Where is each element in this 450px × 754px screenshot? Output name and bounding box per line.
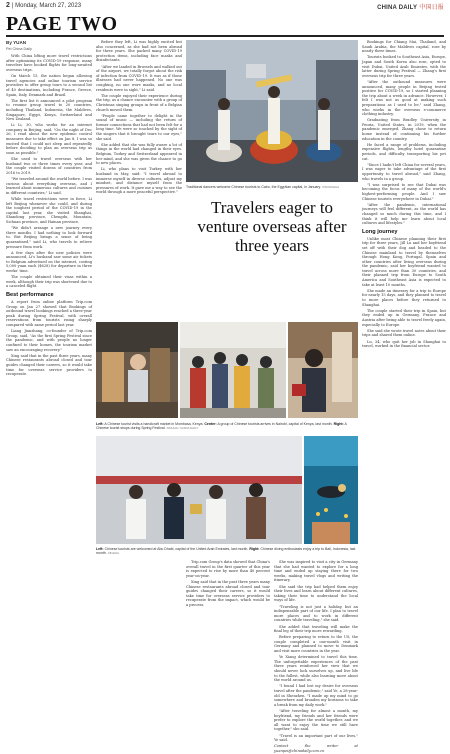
photo-abu-dhabi-welcome-image [96, 436, 302, 544]
paragraph: She added that traveling will make the final leg of their trip more rewarding. [274, 624, 358, 634]
article-column-2b [186, 560, 270, 742]
column-2-paragraphs [96, 40, 182, 195]
paper-name-cn: 中国日报 [419, 5, 444, 11]
photo-cairo-dancers-image [186, 40, 358, 182]
page-number: 2 [6, 2, 10, 9]
paragraph: "After we landed in Brussels and walked out of the airport, we totally forgot about the risk of infection from COVID-19. It was as if those illnesses had never happened. No one was coughing, no one wore masks, and no local residents were in sight," Li said. [96, 64, 182, 92]
paragraph: Lu, 34, who quit her job in Shanghai to travel, worked in the financial sector. [362, 339, 446, 349]
paragraph: "Since I hadn't left China for several years, I was eager to take advantage of the first opportunity to travel abroad," said Zhang, who travels in a group. [362, 162, 446, 181]
paper-name: CHINA DAILY [377, 5, 418, 11]
paragraph: On March 15, the nation began allowing travel agencies and online tourism service providers to offer group tours to a second list of 40 destinations, including France, Greece, Spain, Italy, Denmark and Brazil. [6, 74, 92, 97]
paragraph: She said she wrote travel notes about their trips and shared them online. [362, 328, 446, 338]
caption-middle-left: A Chinese tourist visits a handicraft market in Mombasa, Kenya. [104, 422, 204, 426]
photo-spring-festival-shopper-image [288, 322, 358, 418]
column-1-tail [6, 300, 92, 377]
paragraph: He faced a range of problems, including expensive flights, lengthy hotel quarantine periods, and difficulty transporting his pet cat. [362, 142, 446, 161]
column-4-paragraphs [274, 560, 358, 743]
paragraph: The first list it announced a pilot program to resume group travel to 20 countries, including Thailand, Indonesia, the Maldives, Singapore, Egypt, Kenya, Switzerland and New Zealand. [6, 98, 92, 122]
issue-date: | Monday, March 27, 2023 [11, 3, 82, 9]
paragraph: A few days after the new policies were announced, Li's husband saw some air tickets to Belgium advertised on the internet, costing 5,000 yuan each ($628) for departure in three weeks' time. [6, 250, 92, 274]
photo-cairo-dancers [186, 40, 358, 182]
headline: Travelers eager to venture overseas after three years [197, 198, 347, 255]
byline-desk: Pei China Daily [6, 46, 32, 51]
photo-mombasa-market [96, 322, 178, 418]
paragraph: Li Li, 30, who works for an internet company in Beijing, said, "On the night of Dec 26, I read about the new epidemic control measures due to take effect on Jan 8. I was so excited that I could not sleep and repeatedly before deciding to plan an overseas trip as soon as possible." [6, 123, 92, 155]
paragraph: "After the pandemic, international journeys will feel different, as the world has changed so much during this time, and I think it will help me learn about local cultures and lifestyles." [362, 202, 446, 226]
photo-abu-dhabi-welcome [96, 436, 302, 544]
paragraph: The couple obtained their visas within a week, although their trip was shortened due to a canceled flight. [6, 275, 92, 289]
paragraph: "People came together to delight in the sound of music — including the return of former connections that had not been felt for a long time. We were so touched by the sight of the singers that it brought tears to our eyes," she said. [96, 113, 182, 141]
paragraph: Ye Xiang determined to travel this time. The unforgettable experiences of the past three years reinforced her view that we should never lock ourselves up, and live life to the fullest, while also learning more about the world around us. [274, 655, 358, 683]
caption-bottom [96, 547, 358, 556]
caption-bottom-credits: XINHUA [107, 551, 120, 556]
caption-top-credit: XIN/XINHUA [322, 185, 340, 189]
paragraph: Xing said that in the past three years many Chinese restaurants abroad closed and tour guides changed their careers, so it would take time for overseas service providers to recuperate from the impact, which would be a process. [186, 579, 270, 607]
photo-nairobi-arrival-image [180, 322, 286, 418]
caption-top-text: Traditional dancers welcome Chinese tourists to Cairo, the Egyptian capital, in January. [186, 185, 322, 189]
photo-bali-diving [304, 436, 358, 544]
paragraph: Before preparing to return to the US, the couple completed a one-month visit in Germany and planned to move to Denmark and visit more countries in the year. [274, 635, 358, 654]
masthead [377, 2, 444, 11]
column-1-paragraphs [6, 54, 92, 289]
caption-top [186, 185, 358, 189]
column-3-paragraphs [362, 40, 446, 226]
paragraph: "After the outbound measures were announced, many people in Beijing tested positive for COVID-19, so I started planning the trip about a week in advance. However, I felt I was not as good at making such preparations as I used to be," said Zhang, who works in the overseas e-commerce clothing industry. [362, 79, 446, 117]
column-2-tail [186, 560, 270, 608]
paragraph: A report from online platform Trip.com Group on Jan 27 showed that Bookings of outbound travel bookings reached a three-year peak during Spring Festival, with overall reservations from tourists rising sharply compared with same period last year. [6, 300, 92, 327]
article-column-4 [274, 560, 358, 753]
paragraph: She said the trip had helped them enjoy their lives and learn about different cultures, taking their time to understand the local ways of life. [274, 584, 358, 603]
photo-nairobi-arrival [180, 322, 286, 418]
paragraph: "Travel is an important part of our lives," Ye said. [274, 733, 358, 743]
subhead-best-performance: Best performance [6, 292, 54, 299]
caption-middle-right: A Chinese tourist shops during Spring Festival. [96, 422, 347, 431]
paragraph: Liang Jianzhang, co-founder of Trip.com Group, said, "As the first Spring Festival since the pandemic, and with people no longer confined to their homes, the tourism market saw an encouraging recovery." [6, 329, 92, 352]
paragraph: "We didn't arrange a new journey every three months. I had nothing to look forward to. But Beijing brings a sense of being quarantined," said Li, who travels to relieve pressure from work. [6, 226, 92, 249]
paragraph: "Traveling is not just a holiday, but an indispensable part of our life. I plan to travel more places and to work in different countries while traveling," she said. [274, 604, 358, 623]
paragraph: Before they left, Li was highly excited but also concerned, as she had not been abroad for three years. She packed many COVID-19 protection items, including face masks and disinfectants. [96, 40, 182, 63]
article-column-3 [362, 40, 446, 742]
paragraph: The couple started their trip in Spain, but they ended up in Germany, France and Austria after being able to travel freely again, especially to Europe. [362, 308, 446, 327]
byline: By YUAN [6, 40, 27, 45]
caption-bottom-right-label: Right: [249, 547, 260, 551]
caption-middle-center-label: Center: [204, 422, 217, 426]
photo-bali-diving-image [304, 436, 358, 544]
paragraph: Tourists booked to Southeast Asia, Europe, Japan and South Korea also rose, opted to visit Dubai, United Arab Emirates, with the latter during Spring Festival — Zhang's first overseas trip for three years. [362, 55, 446, 78]
title-rule [6, 35, 444, 37]
photo-spring-festival-shopper [288, 322, 358, 418]
paragraph: Li, who plans to visit Turkey with her husband in May, said: "I travel abroad to immerse myself in diverse cultures, adjust my mindset, and distance myself from the pressures of work. It gave me a way to see the world through a more peaceful perspective." [96, 167, 182, 195]
paragraph: Xing said that in the past three years, many Chinese restaurants abroad closed and tour guides changed their careers, so it would take time for overseas service providers to recuperate. [6, 353, 92, 377]
caption-middle-credits: XINHUA / CHINA DAILY [166, 426, 199, 431]
paragraph: She used to travel overseas with her husband two or three times every year, and the couple visited dozens of countries from 2016 to 2019. [6, 157, 92, 175]
caption-middle-right-label: Right: [333, 422, 344, 426]
caption-middle-center: A group of Chinese tourists arrives in Nairobi, capital of Kenya, last month. [217, 422, 333, 426]
paragraph: With China lifting more travel restrictions after optimizing its COVID-19 response, many travelers have booked flights for long-awaited overseas trips. [6, 54, 92, 72]
paragraph: "After traveling for almost a month, my boyfriend, my friends and her friends were prefer to explore the world together, and we all want to enjoy the time we still have together," she said. [274, 708, 358, 732]
paragraph: While travel restrictions were in force, Li left Beijing whenever she could, and during the toughest period of the COVID-19 in the capital last year, she visited Shanghai, Shandong province, Chengdu, Mountain, Sichuan province, and Hainan province. [6, 196, 92, 224]
article-column-1 [6, 40, 92, 742]
page-number-date [6, 2, 81, 9]
paragraph: The couple enjoyed their experience during the trip, as a chance encounter with a group of Christmas singing groups in front of a Belgian church moved them. [96, 93, 182, 112]
caption-middle [96, 422, 358, 431]
page-title: PAGE TWO [6, 13, 118, 35]
subhead-long-journey: Long journey [362, 228, 398, 235]
paragraph: She made an itinerary for a trip to Europe for nearly 15 days, and they planned to travel to more places before they returned to Shanghai. [362, 288, 446, 307]
caption-bottom-right: Chinese diving enthusiasts enjoy a trip to Bali, Indonesia, last month. [96, 547, 356, 556]
paragraph: Trip.com Group's data showed that China's overall travel in the first quarter of this year is expected to rise by more than 40 percent year-on-year. [186, 560, 270, 578]
caption-bottom-left: Chinese tourists are welcomed at Abu Dhabi, capital of the United Arab Emirates, last month. [104, 547, 249, 551]
contact-line: Contact the writer at yuanpei@chinadaily.com.cn [274, 744, 358, 753]
article-column-2 [96, 40, 182, 318]
paragraph: "We traveled around the world before. I was curious about everything overseas, and I learned about numerous cultures and cuisines in different countries," Li said. [6, 177, 92, 195]
column-3-tail [362, 237, 446, 349]
paragraph: Unlike most Chinese planning their first trip for three years, Jill Lu and her boyfriend set off with their dog and headed to the Chinese mainland to travel by themselves through Hong Kong, Portugal, Spain and other countries after living overseas during the pandemic, said her boyfriend wanted to travel across more than 30 countries, and their planned trip from Europe to South America and Southeast Asia is expected to take at least 10 months. [362, 236, 446, 287]
caption-middle-left-label: Left: [96, 422, 104, 426]
caption-bottom-left-label: Left: [96, 547, 104, 551]
paragraph: She added that she was fully aware a lot of things in the world had changed in their eyes. Belgium, Turkey and Switzerland appeared in her mind, and she was given the chance to go to new places. [96, 142, 182, 166]
paragraph: Graduating from Bradley University in Peoria, United States, in 2019, when the pandemic emerged, Zhang chose to return home instead of continuing his further education in the country. [362, 118, 446, 141]
paragraph: "I found I had lost my desire for overseas travel after the pandemic," said Ye, a 28-year-old in Shenzhen. "I made up my mind to go somewhere and broaden my horizons to take a break from my daily work." [274, 684, 358, 707]
paragraph: She was inspired to visit a city in Germany that she had wanted to explore for a long time and ended up staying there for two weeks, making travel vlogs and writing the itinerary. [274, 560, 358, 583]
photo-mombasa-market-image [96, 322, 178, 418]
paragraph: Bookings for Chiang Mai, Thailand, and Saudi Arabia, the Maldives capital, rose by nearly three times. [362, 40, 446, 54]
paragraph: "I was surprised to see that Dubai was becoming the focus of many of the world's highest-performing people. And I saw Chinese tourists everywhere in Dubai." [362, 182, 446, 201]
